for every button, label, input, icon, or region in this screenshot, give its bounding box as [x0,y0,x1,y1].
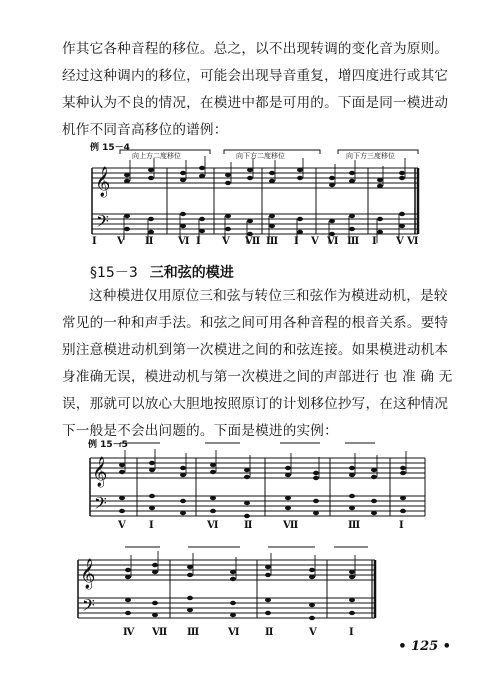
svg-text:𝄢: 𝄢 [94,493,107,517]
bracket-label-3: 向下方三度移位 [346,152,395,160]
svg-text:𝄢: 𝄢 [82,595,95,619]
music-example-2-system-2 [0,544,499,624]
roman-numeral: Ⅲ [266,236,279,247]
roman-numeral: Ⅶ [152,627,168,638]
paragraph-1 [62,36,457,144]
roman-numeral: Ⅴ [222,236,230,247]
roman-numeral: Ⅰ [349,627,354,638]
roman-numeral: Ⅴ [396,236,404,247]
text-line: 常见的一种和声手法。和弦之间可用各种音程的根音关系。要特 [62,315,449,331]
text-line: 某种认为不良的情况，在模进中都是可用的。下面是同一模进动 [62,95,449,111]
page-number: • 125 • [398,639,451,654]
example-label-2: 例 15－5 [88,440,128,450]
example-label-1: 例 15－4 [90,143,130,153]
roman-numeral: Ⅱ [265,627,274,638]
paragraph-2 [62,283,457,445]
text-line: 这种模进仅用原位三和弦与转位三和弦作为模进动机，是较 [89,288,448,304]
roman-numeral: Ⅶ [283,520,299,531]
roman-numeral: Ⅵ [407,236,419,247]
roman-numeral: Ⅲ [348,520,361,531]
roman-numeral: Ⅰ [372,236,377,247]
roman-numeral: Ⅴ [309,627,317,638]
svg-text:𝄞: 𝄞 [92,457,108,487]
roman-numeral: Ⅰ [399,520,404,531]
roman-numeral: Ⅰ [294,236,299,247]
text-line: 误，那就可以放心大胆地按照原订的计划移位抄写，在这种情况 [62,396,449,412]
music-example-1 [0,148,499,248]
section-heading [90,262,234,282]
text-line: 别注意模进动机到第一次模进之间的和弦连接。如果模进动机本 [62,342,449,358]
music-example-2-system-1 [0,440,499,520]
roman-numeral: Ⅰ [149,520,154,531]
roman-numeral: Ⅴ [117,236,125,247]
text-line: 机作不同音高移位的谱例： [62,122,228,138]
section-number: §15－3 [90,265,138,281]
roman-numeral: Ⅱ [145,236,154,247]
svg-text:𝄞: 𝄞 [80,559,96,589]
bracket-label-1: 向上方二度移位 [132,152,181,160]
section-title: 三和弦的模进 [149,265,234,281]
svg-text:𝄞: 𝄞 [95,167,111,197]
text-line: 经过这种调内的移位，可能会出现导音重复，增四度进行或其它 [62,68,449,84]
roman-numeral: Ⅰ [92,236,97,247]
text-line: 下一般是不会出问题的。下面是模进的实例： [62,423,338,439]
text-line: 身准确无误，模进动机与第一次模进之间的声部进行 也 准 确 无 [62,369,453,385]
roman-numeral: Ⅶ [245,236,261,247]
roman-numeral: Ⅴ [118,520,126,531]
roman-numeral: Ⅲ [187,627,200,638]
roman-numeral: Ⅵ [228,627,240,638]
roman-numeral: Ⅵ [327,236,339,247]
roman-numeral: Ⅲ [347,236,360,247]
text-line: 作其它各种音程的移位。总之，以不出现转调的变化音为原则。 [62,41,449,57]
roman-numeral: Ⅴ [311,236,319,247]
roman-numeral: Ⅰ [196,236,201,247]
roman-numeral: Ⅵ [178,236,190,247]
svg-text:𝄢: 𝄢 [96,211,109,235]
roman-numeral: Ⅵ [207,520,219,531]
roman-numeral: Ⅳ [123,627,135,638]
bracket-label-2: 向下方二度移位 [236,152,285,160]
roman-numeral: Ⅱ [244,520,253,531]
